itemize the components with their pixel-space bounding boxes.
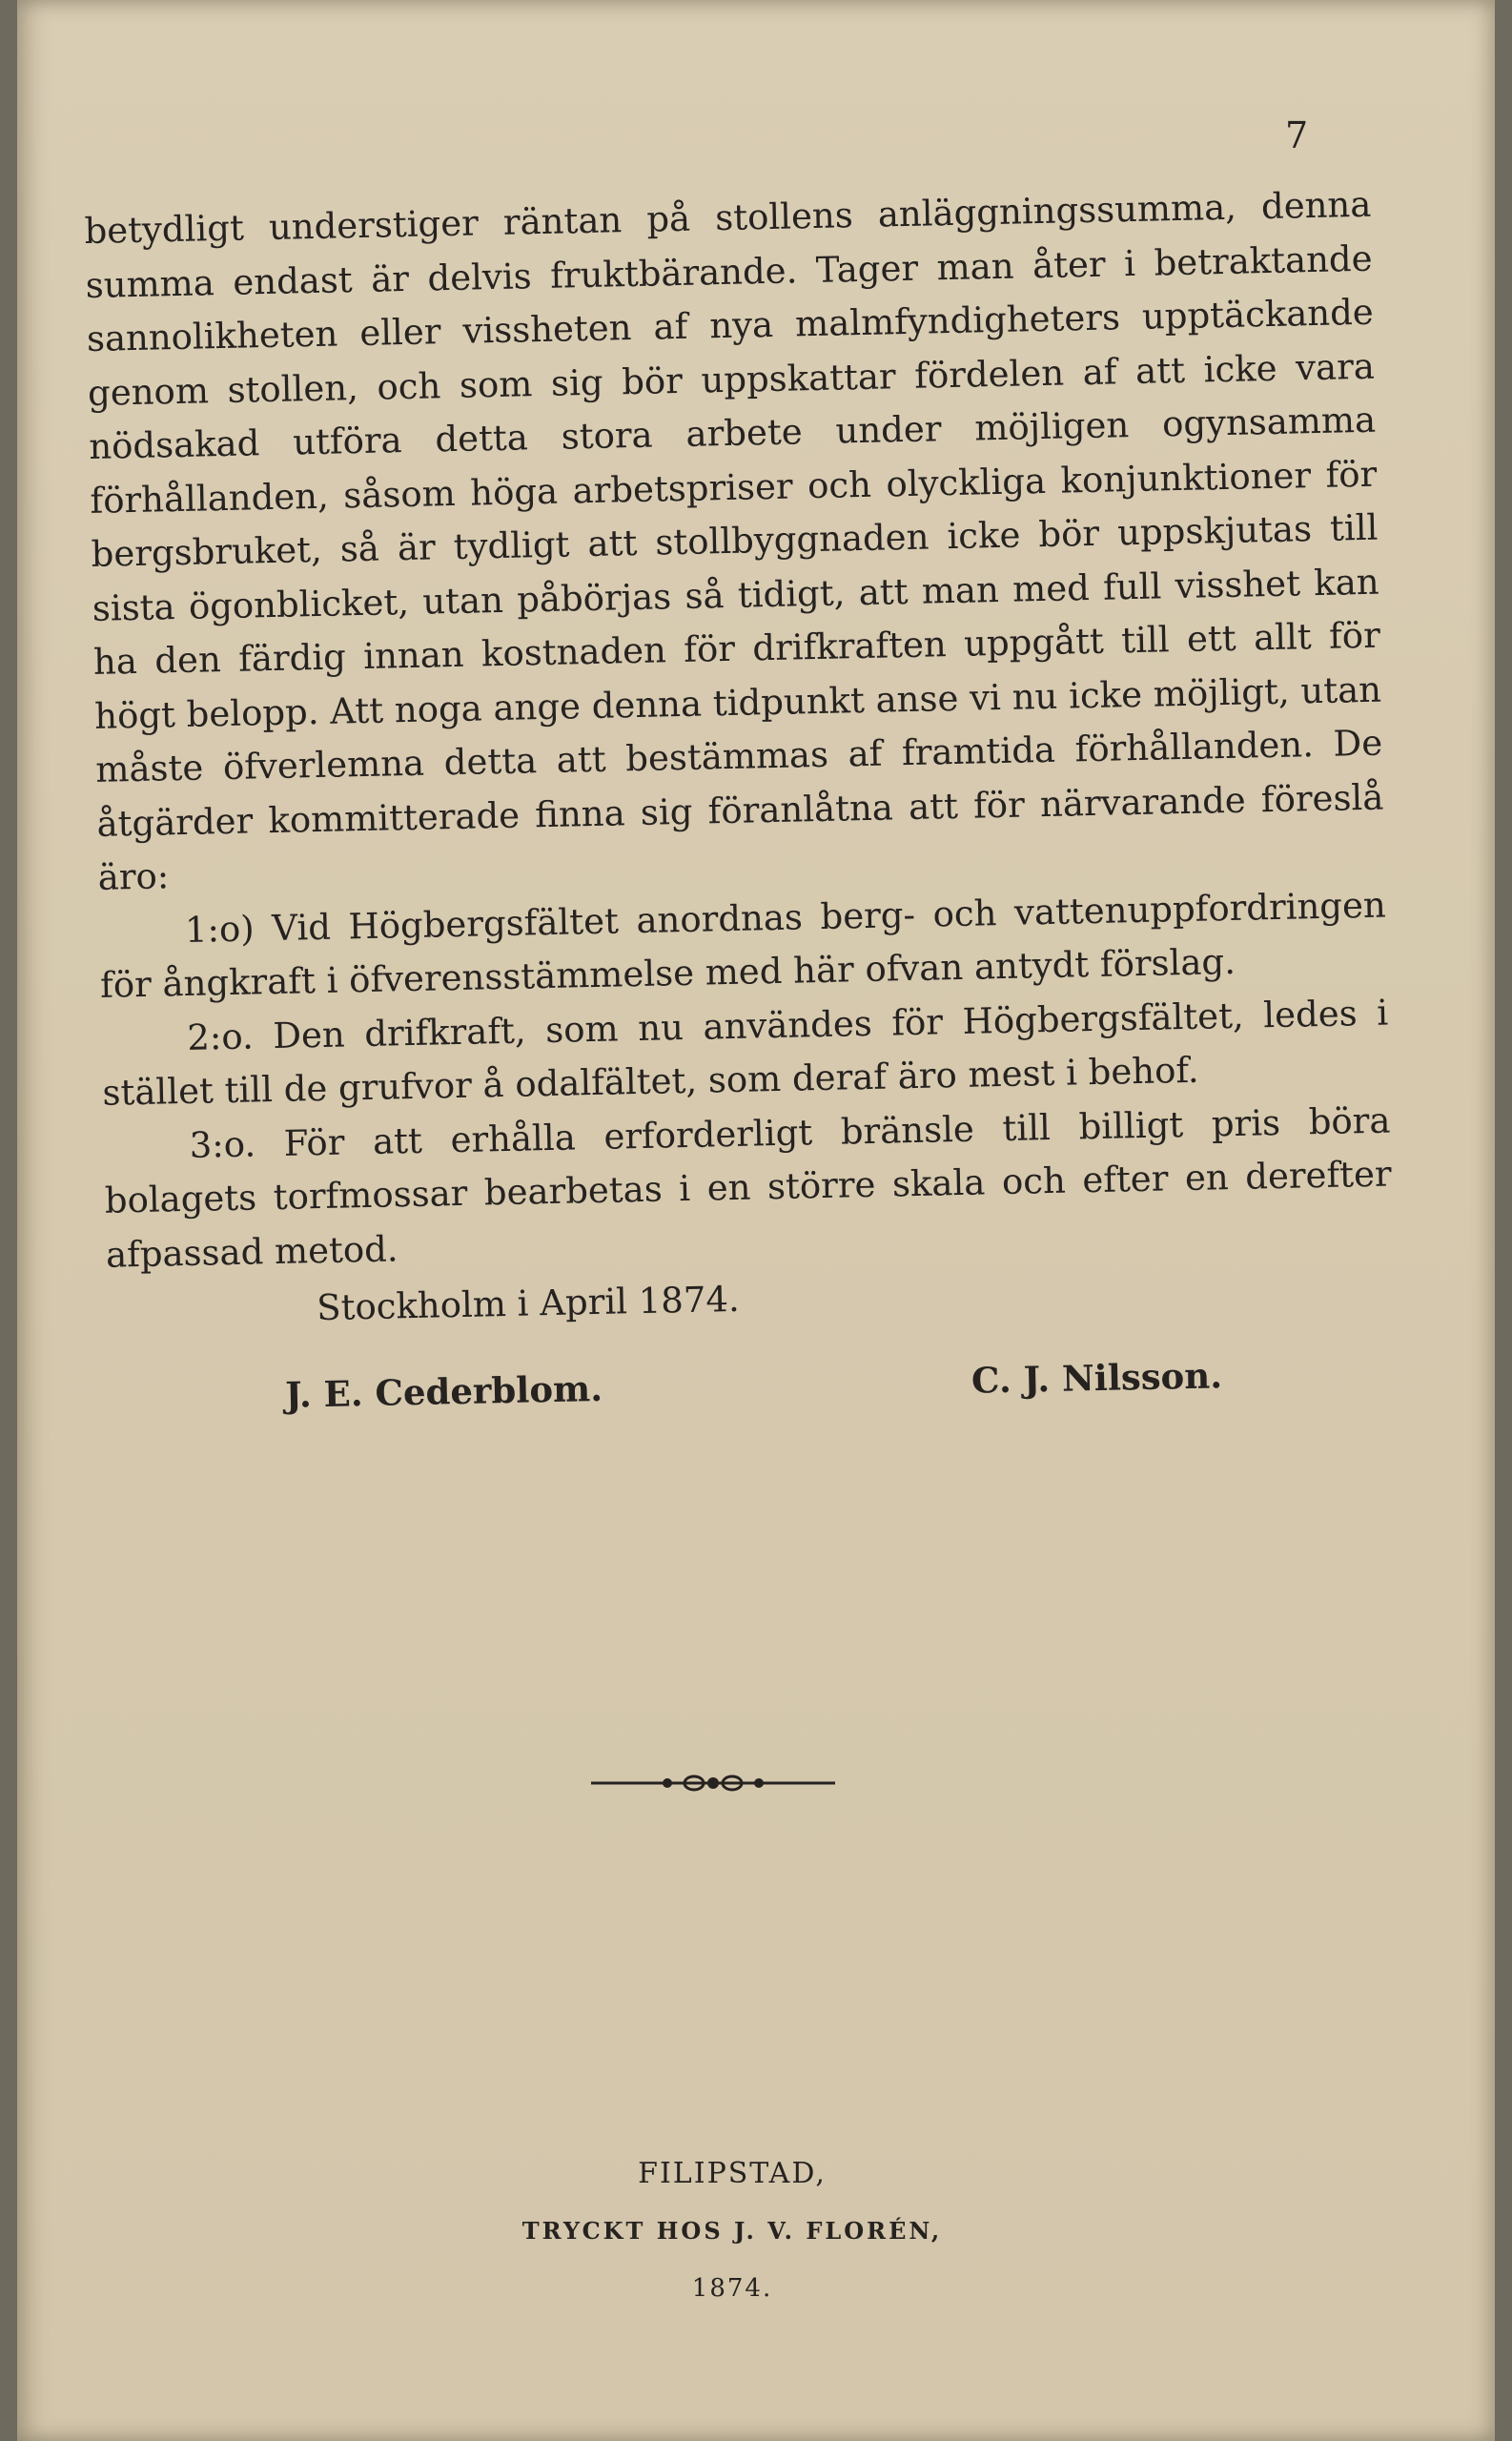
book-page [17, 0, 1495, 2441]
imprint-place: FILIPSTAD, [638, 2157, 827, 2190]
imprint-printer: TRYCKT HOS J. V. FLORÉN, [521, 2217, 943, 2245]
list-item-3: 3:o. För att erhålla erforderligt bränsle till billigt pris böra bolagets torfmossar bearbetas i en större skala och efter en derefter afpassad metod. [104, 1099, 1393, 1276]
main-paragraph: betydligt understiger räntan på stollens anläggningssumma, denna summa endast är delvis fruktbärande. Tager man åter i betraktande sannolikheten eller vissheten af nya malmfyndigheters upptäckande genom stollen, och som sig bör uppskattar fördelen af att icke vara nödsakad utföra detta stora arbete under möjligen ogynsamma förhållanden, såsom höga arbetspriser och olyckliga konjunktioner för bergsbruket, så är tydligt att stollbyggnaden icke bör uppskjutas till sista ögonblicket, utan påbörjas så tidigt, att man med full visshet kan ha den färdig innan kostnaden för drifkraften uppgått till ett allt för högt belopp. Att noga ange denna tidpunkt anse vi nu icke möjligt, utan måste öfverlemna detta att bestämmas af framtida förhållanden. De åtgärder kommitterade finna sig föranlåtna att för närvarande föreslå äro: [84, 183, 1384, 898]
signatures [108, 1335, 1397, 1457]
signature-left: J. E. Cederblom. [284, 1366, 603, 1416]
signature-right: C. J. Nilsson. [971, 1354, 1223, 1402]
imprint-year: 1874. [691, 2274, 773, 2303]
page-number: 7 [1285, 114, 1309, 156]
ornament-divider-icon [589, 1769, 837, 1797]
list-item-2: 2:o. Den drifkraft, som nu användes för Högbergsfältet, ledes i stället till de grufvor å odalfältet, som deraf äro mest i behof. [102, 992, 1389, 1114]
place-date: Stockholm i April 1874. [316, 1278, 741, 1329]
list-item-1: 1:o) Vid Högbergsfältet anordnas berg- och vattenuppfordringen för ångkraft i öfverensstämmelse med här ofvan antydt förslag. [99, 884, 1387, 1006]
body-text [84, 178, 1397, 1458]
